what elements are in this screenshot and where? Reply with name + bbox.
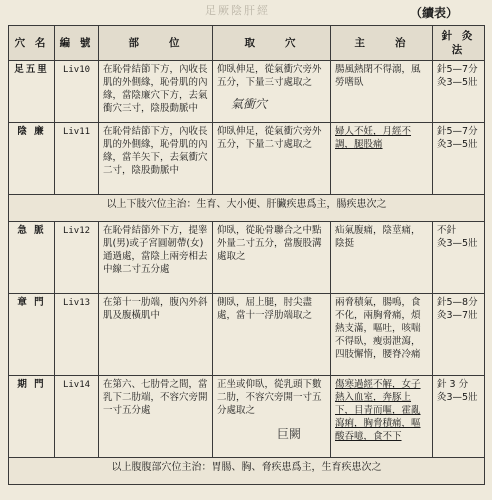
handwritten-note: 巨闕 bbox=[277, 426, 302, 441]
point-indications: 傷寒過經不解，女子熱入血室，奔豚上下，目青而嘔，霍亂瀉痢，胸脅積痛，嘔酸吞噫，食不下 bbox=[331, 376, 433, 458]
point-method: 仰臥伸足，從氣衝穴旁外五分，下量三寸處取之 bbox=[217, 64, 322, 89]
handwritten-note: 氣衝穴 bbox=[231, 96, 268, 111]
acupoint-table bbox=[8, 25, 485, 485]
point-name: 期 門 bbox=[9, 376, 55, 458]
point-technique: 不針 灸3—5壯 bbox=[433, 222, 485, 294]
table-row bbox=[9, 222, 485, 294]
point-code: Liv10 bbox=[55, 61, 99, 123]
summary-row bbox=[9, 195, 485, 222]
point-method-cell bbox=[213, 376, 331, 458]
point-technique: 針5—7分 灸3—5壯 bbox=[433, 61, 485, 123]
table-row bbox=[9, 61, 485, 123]
point-method-cell bbox=[213, 61, 331, 123]
point-location: 在恥骨結節下方，內收長肌的外側緣，恥骨肌的內緣，當羊矢下，去氣衝穴二寸，陰股動脈中 bbox=[99, 123, 213, 195]
point-method: 側臥，屈上腿，肘尖盡處，當十一浮肋端取之 bbox=[213, 294, 331, 376]
point-technique: 針5—8分 灸3—7壯 bbox=[433, 294, 485, 376]
col-header-location: 部 位 bbox=[99, 26, 213, 61]
table-row bbox=[9, 376, 485, 458]
point-location: 在恥骨結節下方，內收長肌的外側緣，恥骨肌的內緣，當陰廉穴下方，去氣衝穴三寸，陰股動脈中 bbox=[99, 61, 213, 123]
table-row bbox=[9, 294, 485, 376]
summary-abdomen: 以上腹腹部穴位主治：胃腸、胸、脅疾患爲主，生育疾患次之 bbox=[9, 458, 485, 485]
point-code: Liv11 bbox=[55, 123, 99, 195]
col-header-name: 穴 名 bbox=[9, 26, 55, 61]
point-code: Liv14 bbox=[55, 376, 99, 458]
col-header-technique: 針 灸 法 bbox=[433, 26, 485, 61]
point-name: 急 脈 bbox=[9, 222, 55, 294]
point-name: 章 門 bbox=[9, 294, 55, 376]
point-location: 在恥骨結節外下方，提睾肌(男)或子宮圓韌帶(女)通過處，當陰上兩旁相去中線二寸五分處 bbox=[99, 222, 213, 294]
point-location: 在第六、七肋骨之間，當乳下二肋端，不容穴旁開一寸五分處 bbox=[99, 376, 213, 458]
col-header-indications: 主 治 bbox=[331, 26, 433, 61]
point-method: 正坐或仰臥，從乳頭下數二肋，不容穴旁開一寸五分處取之 bbox=[217, 379, 322, 416]
continued-label: （續表） bbox=[409, 6, 458, 20]
col-header-code: 編 號 bbox=[55, 26, 99, 61]
faint-title: 足厥陰肝經 bbox=[205, 4, 270, 17]
point-name: 陰 廉 bbox=[9, 123, 55, 195]
point-indications: 兩脅積氣，腸鳴，食不化，兩胸脅痛，煩熱支滿，嘔吐，咳喘不得臥，瘦弱泄瀉，四肢懈惰，腰脊冷痛 bbox=[331, 294, 433, 376]
point-indications: 疝氣腹痛，陰莖痛，陰挺 bbox=[331, 222, 433, 294]
point-code: Liv12 bbox=[55, 222, 99, 294]
table-row bbox=[9, 123, 485, 195]
point-method: 仰臥伸足，從氣衝穴旁外五分，下量二寸處取之 bbox=[213, 123, 331, 195]
point-indications: 腸風熱閉不得溺，風勞嗜臥 bbox=[331, 61, 433, 123]
col-header-method: 取 穴 bbox=[213, 26, 331, 61]
point-method: 仰臥，從恥骨聯合之中點外量二寸五分，當腹股溝處取之 bbox=[213, 222, 331, 294]
summary-row bbox=[9, 458, 485, 485]
point-code: Liv13 bbox=[55, 294, 99, 376]
header-row bbox=[9, 26, 485, 61]
summary-lower-limb: 以上下肢穴位主治：生育、大小便、肝臟疾患爲主，腸疾患次之 bbox=[9, 195, 485, 222]
point-technique: 針 3 分 灸3—5壯 bbox=[433, 376, 485, 458]
point-indications: 婦人不妊，月經不調，腿股痛 bbox=[331, 123, 433, 195]
point-technique: 針5—7分 灸3—5壯 bbox=[433, 123, 485, 195]
point-name: 足五里 bbox=[9, 61, 55, 123]
point-location: 在第十一肋端，腹內外斜肌及腹橫肌中 bbox=[99, 294, 213, 376]
page-header bbox=[0, 0, 492, 22]
